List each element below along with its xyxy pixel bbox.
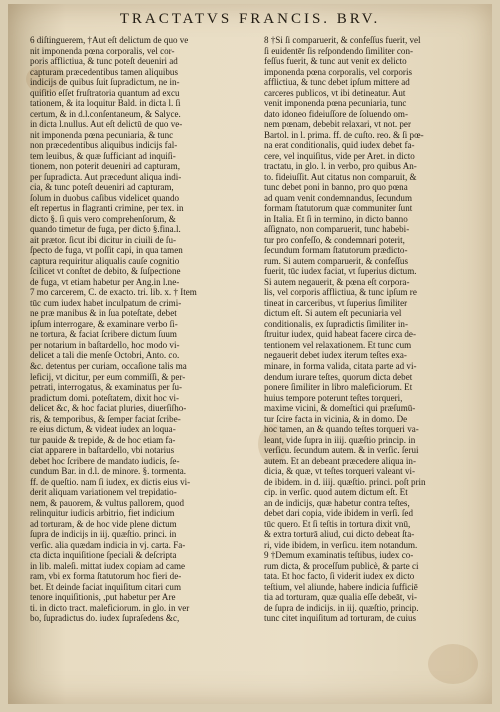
right-text-column <box>264 35 482 624</box>
text-line: certum, & in d.l.conſentaneum, & Salyce. <box>30 108 181 119</box>
text-line: debet dari copia, vide ibidem in verſi. ſed <box>264 508 413 519</box>
text-line: 6 diſtinguerem, †Aut eſt delictum de quo ve <box>30 35 189 45</box>
text-line: tūc cum iudex habet inculpatum de crimi- <box>30 297 182 308</box>
text-line: huius tempore poterunt teſtes torqueri, <box>264 392 403 403</box>
text-line: re eius dictum, & videat iudex an loqua- <box>30 424 176 435</box>
text-line: leficij, vt dicitur, per eum commiſſi, & per- <box>30 371 186 382</box>
text-line: afflictiua, & tunc debet ipſum mittere ad <box>264 77 410 88</box>
text-line: de ibidem. in d. iiij. quæſtio. princi. poſt prin <box>264 476 426 487</box>
text-line: ram, vbi ex forma ſtatutorum hoc fieri de- <box>30 571 182 582</box>
text-line: imponenda pœna corporalis, vel corporis <box>264 66 412 77</box>
text-line: conditionalis, ex ſupradictis ſimiliter in- <box>264 318 408 329</box>
text-line: Bartol. in l. prima. ff. de cuſto. reo. & ſi pœ- <box>264 129 424 140</box>
text-line: aſſignato, non comparuerit, tunc habebi- <box>264 224 410 235</box>
text-line: ne tortura, & faciat ſcribere dictum ſuum <box>30 329 177 340</box>
text-line: rum. Si autem comparuerit, & confeſſus <box>264 255 408 266</box>
text-line: ſi euidentēr ſis reſpondendo ſimiliter con- <box>264 45 413 56</box>
text-line: tentionem vel relaxationem. Et tunc cum <box>264 339 412 350</box>
text-line: tationem, & ita loquitur Bald. in dicta l. ſi <box>30 98 181 109</box>
text-line: 8 †Si ſi comparuerit, & confeſſus fuerit, vel <box>264 35 421 45</box>
text-line: dicto §. ſi quis vero comprehenſorum, & <box>30 213 176 224</box>
text-line: autem. Et an debeant præcedere aliqua in- <box>264 455 416 466</box>
text-line: ait prætor. ſicut ibi dicitur in ciuili de ſu- <box>30 234 176 245</box>
text-line: tem leuibus, & quæ ſufficiant ad inquiſi- <box>30 150 176 161</box>
text-line: bet. Et deinde faciat inquiſitum citari cum <box>30 581 181 592</box>
text-line: ſecundum formam ſtatutorum prædicto- <box>264 245 408 256</box>
text-line: captura requiritur aliqualis cauſe cognitio <box>30 255 180 266</box>
text-line: &c. detentus per curiam, occaſione talis ma <box>30 360 187 371</box>
text-line: formam ſtatutorum quæ communiter ſunt <box>264 203 413 214</box>
text-line: ſcilicet vt conſtet de debito, & ſuſpectione <box>30 266 181 277</box>
text-line: tenore inquiſitionis, ,put habetur per Are <box>30 592 176 603</box>
text-line: 7 mo carcerem, C. de exacto. tri. lib. x. † Item <box>30 287 197 298</box>
text-line: non præcedentibus aliquibus indicijs fal- <box>30 140 178 151</box>
text-line: tur pauide & trepide, & de hoc etiam fa- <box>30 434 176 445</box>
text-line: Si autem negauerit, & pœna eſt corpora- <box>264 276 410 287</box>
text-line: tata. Et hoc facto, ſi viderit iudex ex dicto <box>264 571 415 582</box>
text-line: ciat apparere in baſtardello, vbi notarius <box>30 445 175 456</box>
text-line: quando timetur de fuga, per dicto §.fina.l. <box>30 224 181 235</box>
text-line: teſtium, vel aliunde, habere indicia ſufficiē <box>264 581 418 592</box>
text-line: ff. de queſtio. nam ſi iudex, ex dictis eius vi- <box>30 476 191 487</box>
text-line: lis, vel corporis afflictiua, & tunc ipſum re <box>264 287 417 298</box>
text-line: quiſitio eſſet fruſtratoria quantum ad excu <box>30 87 180 98</box>
text-line: tia ad torturam, quæ qualia eſſe debeāt, vi- <box>264 592 417 603</box>
text-line: in Italia. Et ſi in termino, in dicto banno <box>264 213 408 224</box>
text-line: ſolum in duobus caſibus videlicet quando <box>30 192 179 203</box>
text-line: ti. in dicto tract. maleficiorum. in glo. in ver <box>30 602 190 613</box>
text-line: indicijs de quibus ſuit ſupradictum, ne in- <box>30 77 180 88</box>
text-line: minare, in forma valida, citata parte ad vi- <box>264 360 417 371</box>
text-line: cia, & tunc poteſt deueniri ad capturam, <box>30 182 174 193</box>
text-line: tractatu, in glo. l. in verbo, pro quibus An- <box>264 161 417 172</box>
text-line: dictum eſt. Si autem eſt pecuniaria vel <box>264 308 402 319</box>
text-line: tionem, non poterit deueniri ad capturam, <box>30 161 180 172</box>
text-line: & extra torturā aliud, cui dicto debeat ſta- <box>264 529 415 540</box>
text-line: tineat in carceribus, vt ſuperius ſimiliter <box>264 297 408 308</box>
page-title: TRACTATVS FRANCIS. BRV. <box>119 11 381 27</box>
text-line: ſtruitur iudex, quid habeat facere circa de- <box>264 329 416 340</box>
running-header <box>8 11 492 28</box>
text-line: ris, & temporibus, & ſemper faciat ſcribe- <box>30 413 181 424</box>
text-line: tunc debet poni in banno, pro quo pœna <box>264 182 408 193</box>
text-line: delicet &c, & hoc faciat pluries, diuerſiſho- <box>30 403 187 414</box>
text-line: negauerit debet iudex iterum teſtes exa- <box>264 350 407 361</box>
text-line: dicia, & quæ, vt teſtes torqueri valeant vi- <box>264 466 415 477</box>
text-line: ri, vide ibidem, in verſicu. item notandum. <box>264 539 418 550</box>
text-line: dato idoneo fideiuſſore de ſoluendo om- <box>264 108 408 119</box>
text-line: ſpecto de fuga, vt poſſit capi, in qua tamen <box>30 245 183 256</box>
text-line: tūc quero. Et ſi teſtis in tortura dixit vnū, <box>264 518 411 529</box>
text-line: venit imponenda pœna pecuniaria, tunc <box>264 98 407 109</box>
text-line: nem pœnam, debebit relaxari, vt not. per <box>264 119 411 130</box>
text-line: ponere ſimiliter in libro maleficiorum. Et <box>264 382 413 393</box>
text-line: nit imponenda pœna pecuniaria, & tunc <box>30 129 174 140</box>
text-line: poris afflictiua, & tunc poteſt deueniri ad <box>30 56 178 67</box>
text-line: tur ſcire facta in vicinia, & in domo. De <box>264 413 408 424</box>
text-line: ſupra de indicijs in iij. quæſtio. princi. in <box>30 529 177 540</box>
text-line: petrati, interrogatus, & examinatus per ſu- <box>30 382 182 393</box>
text-line: pradictum domi. poteſtatem, dixit hoc vi- <box>30 392 179 403</box>
text-line: fuerit, tūc iudex faciat, vt ſuperius dictum. <box>264 266 417 277</box>
text-line: leant, vide ſupra in iiij. quæſtio princip. in <box>264 434 416 445</box>
text-line: ad torturam, & de hoc vide plene dictum <box>30 518 177 529</box>
text-line: dendum iurare teſtes, quorum dicta debet <box>264 371 413 382</box>
text-line: maxime vicini, & domeſtici qui præſumū- <box>264 403 416 414</box>
text-line: eſt repertus in flagranti crimine, per tex. in <box>30 203 184 214</box>
text-line: feſſus fuerit, & tunc aut venit ex delicto <box>264 56 407 67</box>
text-line: tur pro confeſſo, & condemnari poterit, <box>264 234 405 245</box>
text-line: derit aliquam variationem vel trepidatio- <box>30 487 177 498</box>
text-line: ipſum interrogare, & examinare verbo ſi- <box>30 318 178 329</box>
text-line: delicet a tali die menſe Octobri, Anto. co. <box>30 350 180 361</box>
text-line: rum dicta, & proceſſum publicè, & parte ci <box>264 560 419 571</box>
text-line: 9 †Demum examinatis teſtibus, iudex co- <box>264 550 414 561</box>
text-line: tunc citet inquiſitum ad torturam, de cuius <box>264 613 417 624</box>
text-line: cundum Bar. in d.l. de minore. §. tormenta. <box>30 466 187 477</box>
text-line: in dicta l.nullus. Aut eſt delictū de quo ve- <box>30 119 183 130</box>
text-line: na erat conditionalis, quid iudex debet fa- <box>264 140 415 151</box>
text-line: cere, vel inquiſitus, vide per Aret. in dicto <box>264 150 415 161</box>
text-line: nem, & pauorem, & vultus pallorem, quod <box>30 497 185 508</box>
text-line: to. fideiuſſit. Aut citatus non comparuit, & <box>264 171 417 182</box>
text-line: ad quam venit condemnandus, ſecundum <box>264 192 412 203</box>
book-page <box>8 4 492 704</box>
text-line: cta dicta inquiſitione ſpeciali & deſcripta <box>30 550 177 561</box>
text-line: carceres publicos, vt ibi detineatur. Aut <box>264 87 406 98</box>
text-line: capturam præcedentibus tamen aliquibus <box>30 66 178 77</box>
text-line: verſic. alia quædam indicia in vj. carta. Fa- <box>30 539 186 550</box>
text-line: ne præ manibus & in ſua poteſtate, debet <box>30 308 177 319</box>
text-line: an de indicijs, quæ habetur contra teſtes, <box>264 497 410 508</box>
text-line: hoc tamen, an & quando teſtes torqueri va- <box>264 424 419 435</box>
text-line: debet hoc ſcribere de mandato iudicis, ſe- <box>30 455 180 466</box>
text-line: per notarium in baſtardello, hoc modo vi- <box>30 339 180 350</box>
text-line: per ſupradicta. Aut præcedunt aliqua indi- <box>30 171 182 182</box>
text-line: de ſupra de indicijs. in iij. quæſtio, princip. <box>264 602 419 613</box>
text-line: de fuga, vt etiam habetur per Ang.in l.ne- <box>30 276 180 287</box>
text-line: verſicu. ſecundum autem. & in verſic. ſerui <box>264 445 419 456</box>
text-line: cip. in verſic. quod autem dictum eſt. Et <box>264 487 408 498</box>
left-text-column <box>30 35 248 624</box>
text-line: bo, ſupradictus do. iudex ſupraſedens &c, <box>30 613 180 624</box>
text-line: relinquitur iudicis arbitrio, fiet indicium <box>30 508 175 519</box>
text-line: in lib. maleſi. mittat iudex copiam ad came <box>30 560 186 571</box>
text-line: nit imponenda pœna corporalis, vel cor- <box>30 45 175 56</box>
